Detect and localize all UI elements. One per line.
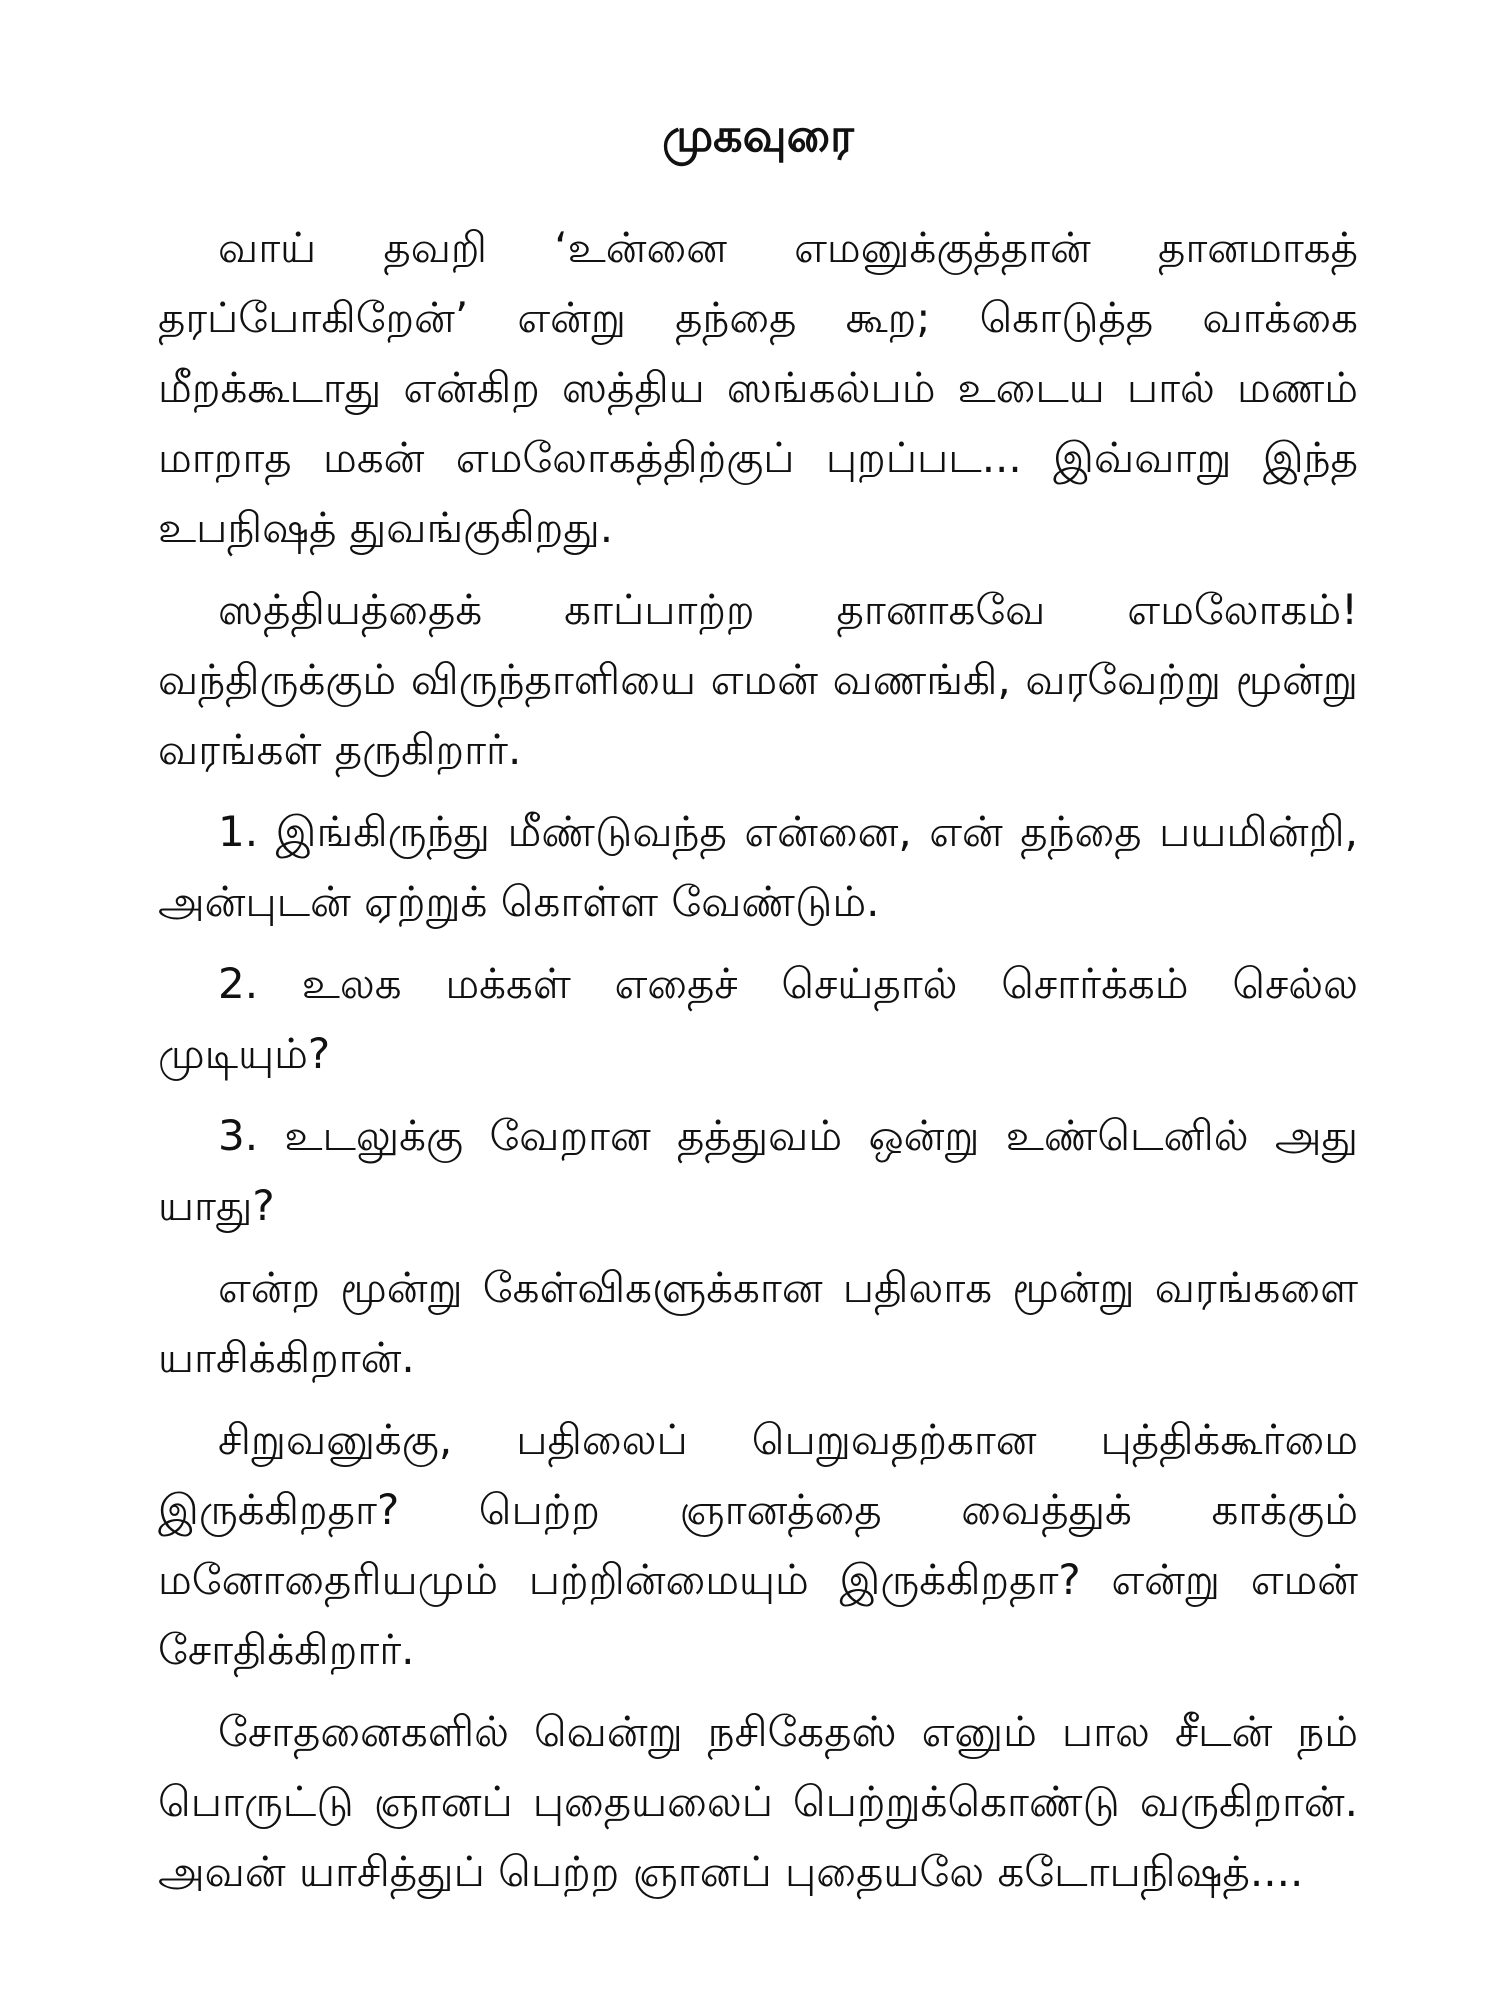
- paragraph-boon-3: 3. உடலுக்கு வேறான தத்துவம் ஒன்று உண்டெனில் அது யாது?: [158, 1111, 1358, 1230]
- paragraph-boons-intro: ஸத்தியத்தைக் காப்பாற்ற தானாகவே எமலோகம்! வந்திருக்கும் விருந்தாளியை எமன் வணங்கி, வரவேற்று மூன்று வரங்கள் தருகிறார்.: [158, 585, 1358, 774]
- paragraph-boon-2: 2. உலக மக்கள் எதைச் செய்தால் சொர்க்கம் செல்ல முடியும்?: [158, 959, 1358, 1078]
- paragraph-test: சிறுவனுக்கு, பதிலைப் பெறுவதற்கான புத்திக்கூர்மை இருக்கிறதா? பெற்ற ஞானத்தை வைத்துக் காக்கும் மனோதைரியமும் பற்றின்மையும் இருக்கிறதா? என்று எமன் சோதிக்கிறார்.: [158, 1415, 1358, 1674]
- document-page: [158, 105, 1358, 1919]
- page-title: முகவுரை: [662, 108, 854, 162]
- paragraph-questions: என்ற மூன்று கேள்விகளுக்கான பதிலாக மூன்று வரங்களை யாசிக்கிறான்.: [158, 1263, 1358, 1382]
- paragraph-conclusion: சோதனைகளில் வென்று நசிகேதஸ் எனும் பால சீடன் நம் பொருட்டு ஞானப் புதையலைப் பெற்றுக்கொண்டு வருகிறான். அவன் யாசித்துப் பெற்ற ஞானப் புதையலே கடோபநிஷத்....: [158, 1707, 1358, 1896]
- paragraph-intro: வாய் தவறி ‘உன்னை எமனுக்குத்தான் தானமாகத் தரப்போகிறேன்’ என்று தந்தை கூற; கொடுத்த வாக்கை மீறக்கூடாது என்கிற ஸத்திய ஸங்கல்பம் உடைய பால் மணம் மாறாத மகன் எமலோகத்திற்குப் புறப்பட... இவ்வாறு இந்த உபநிஷத் துவங்குகிறது.: [158, 223, 1358, 552]
- paragraph-boon-1: 1. இங்கிருந்து மீண்டுவந்த என்னை, என் தந்தை பயமின்றி, அன்புடன் ஏற்றுக் கொள்ள வேண்டும்.: [158, 807, 1358, 926]
